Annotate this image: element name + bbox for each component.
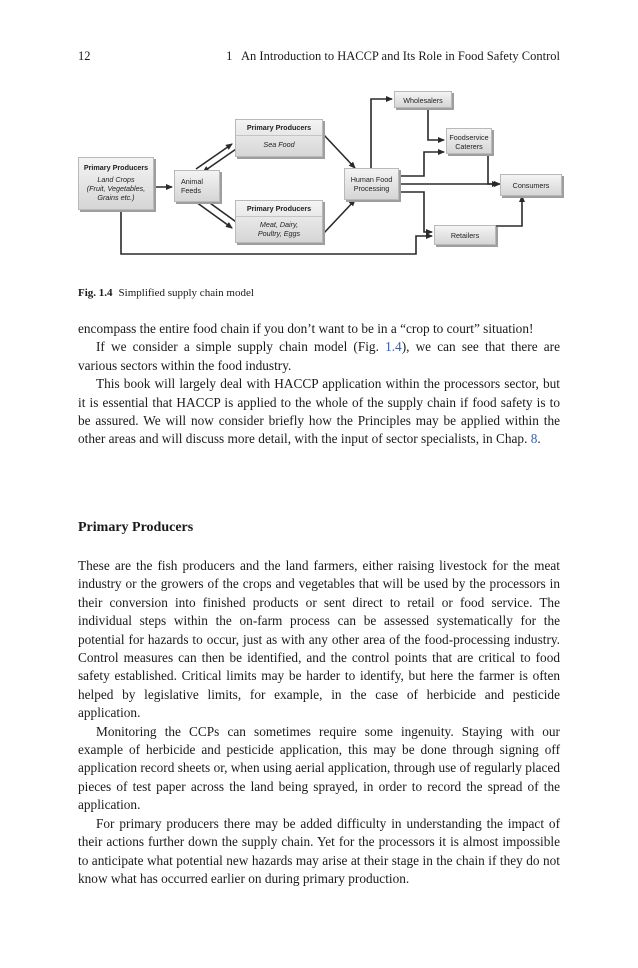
node-line: Poultry, Eggs [257, 229, 301, 238]
node-retailers [434, 225, 496, 245]
body-text-upper [78, 320, 560, 449]
text-run: This book will largely deal with HACCP application within the processors sector, but it is essential that HACCP is applied to the whole of the supply chain if food safety is to be assured. We will now consider briefly how the Principles may be applied within the other areas and will discuss more detail, with the input of sector specialists, in Chap. [78, 376, 560, 447]
page-number: 12 [78, 49, 91, 63]
paragraph [78, 375, 560, 449]
node-primary-producers-sea [235, 119, 323, 157]
node-primary-producers-meat [235, 200, 323, 243]
figure-caption-label: Fig. 1.4 [78, 287, 113, 299]
paragraph: For primary producers there may be added difficulty in understanding the impact of their actions further down the supply chain. Yet for the processors it is almost impossible to anticipate what potential new hazards may arise at their stage in the chain if they do not know what has occurred earlier on during primary production. [78, 815, 560, 886]
node-line: Foodservice [449, 133, 489, 142]
text-run: . [537, 431, 541, 447]
arrow-processing-to-foodservice [399, 152, 444, 176]
node-line: Animal [181, 177, 203, 186]
arrow-retailers-to-consumers [496, 196, 522, 226]
node-line: Feeds [181, 186, 201, 195]
chapter-reference-link[interactable]: 8 [530, 431, 538, 447]
node-line: Processing [353, 184, 390, 193]
arrow-wholesalers-to-foodservice [428, 108, 444, 140]
arrow-sea-to-processing [323, 134, 355, 168]
paragraph: These are the fish producers and the land farmers, either raising livestock for the meat industry or the growers of the crops and vegetables that will be used by the processors in their conversion into finished products or sent direct to retail or food service. The individual steps within the on-farm process can be assessed systematically for the potential for hazards to occur, just as with any other area of the food-processing industry. Control measures can then be identified, and the control points that are critical to food safety established. Critical limits may be harder to identify, but here the farmer is often helped by legislative limits, for example, in the case of herbicide and pesticide application. [78, 558, 560, 721]
text-run: If we consider a simple supply chain model (Fig. [96, 339, 386, 355]
node-line: Land Crops [97, 175, 135, 184]
node-foodservice-caterers [446, 128, 492, 154]
node-human-food-processing [344, 168, 399, 200]
figure-reference-link[interactable]: 1.4 [385, 339, 402, 355]
node-line: Meat, Dairy, [259, 220, 299, 229]
node-title: Primary Producers [236, 120, 322, 136]
node-title: Primary Producers [236, 201, 322, 217]
node-consumers [500, 174, 562, 196]
node-line: Sea Food [263, 140, 295, 149]
paragraph: Monitoring the CCPs can sometimes require some ingenuity. Staying with our example of herbicide and pesticide application, this may be done through signing off application record sheets or, when using aerial application, through use of regularly placed pieces of test paper across the land being sprayed, in order to record the spread of the application. [78, 723, 560, 813]
arrow-meat-to-processing [323, 200, 355, 234]
paragraph [78, 338, 560, 375]
arrow-foodservice-to-consumers [488, 151, 500, 184]
node-line: Caterers [455, 142, 483, 151]
text-run: ), we can see that there are various sectors within the food industry. [78, 339, 560, 373]
node-animal-feeds [174, 170, 220, 202]
node-line: Grains etc.) [97, 193, 135, 202]
figure-caption [78, 287, 254, 300]
figure-caption-text: Simplified supply chain model [118, 287, 254, 299]
running-title: 1 An Introduction to HACCP and Its Role in Food Safety Control [226, 49, 560, 63]
supply-chain-figure [76, 84, 568, 260]
node-line: (Fruit, Vegetables, [86, 184, 146, 193]
paragraph: encompass the entire food chain if you don’t want to be in a “crop to court” situation! [78, 321, 534, 336]
node-title: Primary Producers [83, 163, 149, 172]
section-heading: Primary Producers [78, 520, 194, 535]
node-wholesalers [394, 91, 452, 108]
node-line: Human Food [350, 175, 393, 184]
arrow-processing-to-wholesalers [371, 99, 392, 168]
node-label: Consumers [512, 181, 550, 190]
node-primary-producers-land [78, 157, 154, 210]
node-label: Wholesalers [403, 96, 443, 105]
node-label: Retailers [450, 231, 480, 240]
arrow-processing-to-retailers [399, 192, 432, 232]
body-text-lower [78, 557, 560, 888]
